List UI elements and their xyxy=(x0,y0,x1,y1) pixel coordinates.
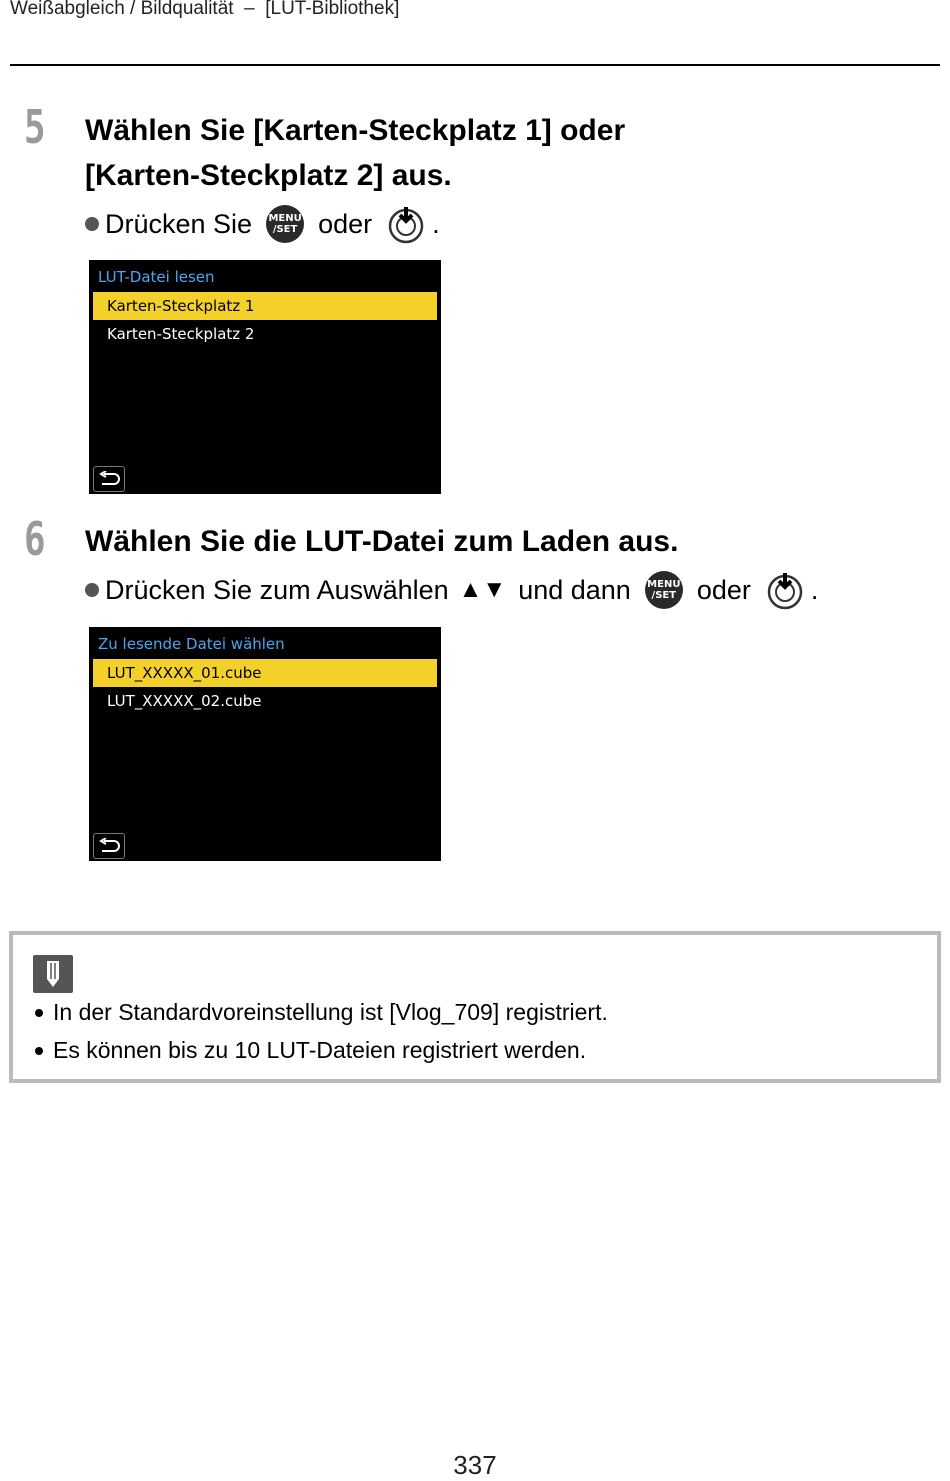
step-6-instruction-end: . xyxy=(810,575,819,605)
back-button[interactable] xyxy=(93,833,125,859)
note-text: In der Standardvoreinstellung ist [Vlog_709] registriert. xyxy=(53,999,608,1025)
camera-screen-lut-file xyxy=(89,627,441,861)
step-5-instruction xyxy=(85,204,440,244)
return-arrow-icon xyxy=(98,838,120,854)
bullet-icon xyxy=(35,1009,43,1017)
return-arrow-icon xyxy=(98,471,120,487)
note-item xyxy=(35,1037,586,1064)
step-6-number: 6 xyxy=(24,512,45,566)
step-5-title-line-2: [Karten-Steckplatz 2] aus. xyxy=(85,159,452,192)
menu-item-card-slot-2[interactable]: Karten-Steckplatz 2 xyxy=(107,325,255,343)
menu-item-lut-file-02[interactable]: LUT_XXXXX_02.cube xyxy=(107,692,262,710)
step-5-instruction-or: oder xyxy=(318,209,373,239)
step-5-number: 5 xyxy=(24,100,45,154)
bullet-icon xyxy=(85,583,99,597)
menu-icon-line-2: /SET xyxy=(272,224,298,235)
step-6-instruction-or: oder xyxy=(696,575,751,605)
up-down-arrow-icon: ▲▼ xyxy=(458,576,507,603)
step-6-instruction xyxy=(85,570,818,610)
menu-set-button-icon xyxy=(266,205,304,243)
screen-title: LUT-Datei lesen xyxy=(98,268,215,286)
menu-icon-line-2: /SET xyxy=(651,590,677,601)
step-5-title-line-1: Wählen Sie [Karten-Steckplatz 1] oder xyxy=(85,114,626,147)
note-text: Es können bis zu 10 LUT-Dateien registriert werden. xyxy=(53,1037,587,1063)
pencil-note-icon xyxy=(33,955,73,993)
back-button[interactable] xyxy=(93,466,125,492)
note-box xyxy=(9,931,941,1083)
step-6-title: Wählen Sie die LUT-Datei zum Laden aus. xyxy=(85,525,679,558)
bullet-icon xyxy=(35,1047,43,1055)
step-5-instruction-end: . xyxy=(432,209,440,239)
breadcrumb: Weißabgleich / Bildqualität – [LUT-Bibliothek] xyxy=(10,0,400,19)
note-item xyxy=(35,999,608,1026)
menu-item-lut-file-01[interactable]: LUT_XXXXX_01.cube xyxy=(93,659,437,687)
control-dial-press-icon xyxy=(386,204,426,244)
step-6-instruction-prefix: Drücken Sie zum Auswählen xyxy=(105,575,449,605)
step-6-instruction-then: und dann xyxy=(518,575,631,605)
page-number: 337 xyxy=(453,1450,497,1480)
menu-icon-line-1: MENU xyxy=(268,213,302,224)
header-divider xyxy=(10,64,940,66)
screen-title: Zu lesende Datei wählen xyxy=(98,635,285,653)
control-dial-press-icon xyxy=(765,570,805,610)
bullet-icon xyxy=(85,217,99,231)
camera-screen-card-slot xyxy=(89,260,441,494)
menu-item-card-slot-1[interactable]: Karten-Steckplatz 1 xyxy=(93,292,437,320)
step-5-instruction-prefix: Drücken Sie xyxy=(105,209,253,239)
menu-icon-line-1: MENU xyxy=(647,579,681,590)
menu-set-button-icon xyxy=(645,571,683,609)
